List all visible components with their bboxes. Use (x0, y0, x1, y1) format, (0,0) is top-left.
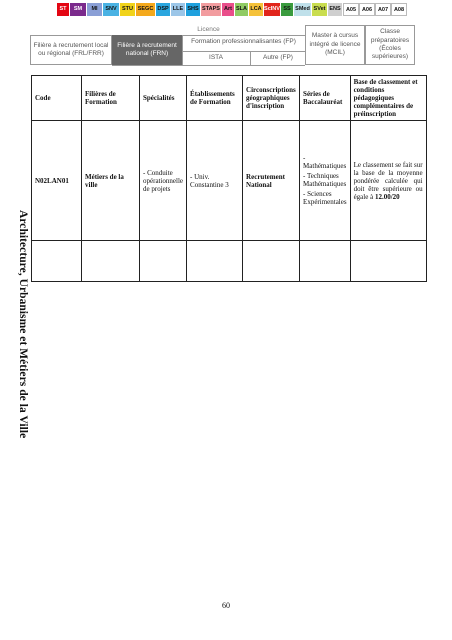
stream-tab-a05[interactable]: A05 (343, 3, 359, 16)
formation-table (31, 75, 427, 282)
fp-box: Formation professionnalisantes (FP) (191, 38, 296, 46)
col-etablissements: Établissements de Formation (187, 76, 243, 121)
stream-tab-st[interactable]: ST (57, 3, 70, 16)
stream-tab-ss[interactable]: SS (281, 3, 294, 16)
stream-tab-dsp[interactable]: DSP (156, 3, 171, 16)
cell-etablissement: - Univ. Constantine 3 (187, 121, 243, 241)
stream-tab-lca[interactable]: LCA (249, 3, 264, 16)
stream-tab-segc[interactable]: SEGC (136, 3, 156, 16)
stream-tab-scinv[interactable]: ScINV (264, 3, 281, 16)
stream-tab-a07[interactable]: A07 (375, 3, 391, 16)
col-specialites: Spécialités (140, 76, 187, 121)
stream-tab-sla[interactable]: SLA (235, 3, 249, 16)
stream-tab-stu[interactable]: STU (120, 3, 136, 16)
mcil-box: Master à cursus intégré de licence (MCIL) (305, 25, 365, 65)
ista-box: ISTA (209, 54, 223, 62)
stream-tab-ens[interactable]: ENS (328, 3, 343, 16)
stream-tab-sm[interactable]: SM (70, 3, 87, 16)
stream-tab-staps[interactable]: STAPS (201, 3, 222, 16)
stream-tab-mi[interactable]: MI (87, 3, 103, 16)
col-circonscriptions: Circonscriptions géographiques d'inscription (243, 76, 300, 121)
stream-tab-svet[interactable]: SVet (312, 3, 328, 16)
stream-tab-lle[interactable]: LLE (171, 3, 186, 16)
frl-box: Filière à recrutement local ou régional (FRL/FRR) (30, 35, 112, 65)
col-filieres: Filières de Formation (82, 76, 140, 121)
stream-tab-shs[interactable]: SHS (186, 3, 201, 16)
stream-tab-a06[interactable]: A06 (359, 3, 375, 16)
stream-tab-smed[interactable]: SMed (294, 3, 312, 16)
base-text: Le classement se fait sur la base de la moyenne pondérée calculée qui doit être supérieure ou égale à (353, 160, 423, 201)
table-row-empty (32, 241, 427, 282)
stream-tab-art[interactable]: Art (222, 3, 235, 16)
autre-fp-box: Autre (FP) (263, 54, 293, 62)
base-value: 12.00/20 (374, 192, 400, 201)
cell-filiere: Métiers de la ville (82, 121, 140, 241)
col-base-classement: Base de classement et conditions pédagogiques complémentaires de préinscription (350, 76, 426, 121)
col-series-bac: Séries de Baccalauréat (300, 76, 351, 121)
table-header-row (32, 76, 427, 121)
series-item: - Mathématiques (303, 153, 347, 170)
vertical-section-title: Architecture, Urbanisme et Métiers de la Ville (17, 210, 29, 439)
series-item: - Techniques Mathématiques (303, 171, 347, 188)
series-item: - Sciences Expérimentales (303, 189, 347, 206)
cell-code: N02LAN01 (32, 121, 82, 241)
stream-tab-a08[interactable]: A08 (391, 3, 407, 16)
stream-tab-bar (57, 3, 407, 16)
cell-circonscription: Recrutement National (243, 121, 300, 241)
cell-specialite: - Conduite opérationnelle de projets (140, 121, 187, 241)
table-row (32, 121, 427, 241)
col-code: Code (32, 76, 82, 121)
classe-prepa-box: Classe préparatoires (Écoles supérieures) (365, 25, 415, 65)
cell-base (350, 121, 426, 241)
stream-tab-snv[interactable]: SNV (103, 3, 120, 16)
page-number: 60 (222, 601, 230, 610)
licence-label: Licence (197, 25, 220, 33)
cell-series (300, 121, 351, 241)
frn-box: Filière à recrutement national (FRN) (112, 35, 182, 65)
